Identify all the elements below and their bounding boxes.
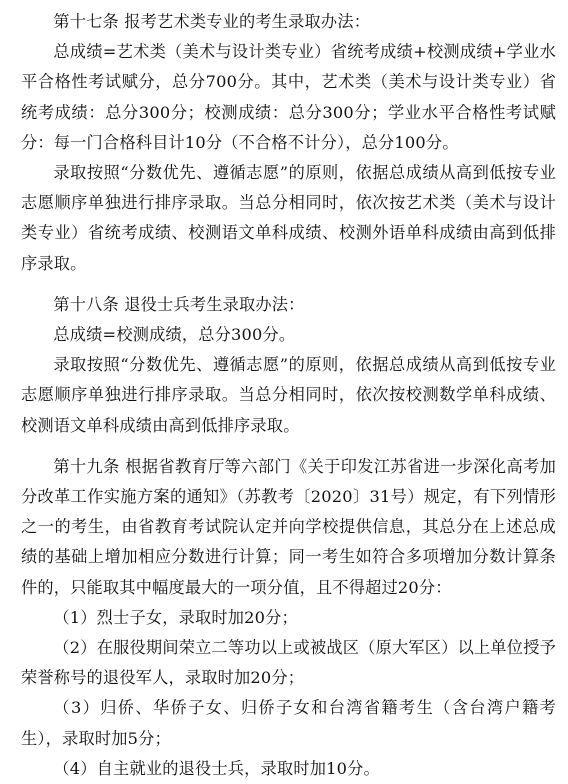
article-18-rule: 录取按照“分数优先、遵循志愿”的原则，依据总成绩从高到低按专业志愿顺序单独进行排序录取。当总分相同时，依次按校测数学单科成绩、校测语文单科成绩由高到低排序录取。	[21, 355, 556, 435]
article-17-rule: 录取按照“分数优先、遵循志愿”的原则，依据总成绩从高到低按专业志愿顺序单独进行排序录取。当总分相同时，依次按艺术类（美术与设计类专业）省统考成绩、校测语文单科成绩、校测外语单科成绩由高到低排序录取。	[21, 163, 556, 273]
article-18-title: 第十八条 退役士兵考生录取办法：	[53, 294, 305, 314]
article-19-item: （1）烈士子女，录取时加20分；	[53, 607, 298, 627]
article-19-item: （3）归侨、华侨子女、归侨子女和台湾省籍考生（含台湾户籍考生），录取时加5分；	[21, 698, 556, 748]
article-19-intro: 第十九条 根据省教育厅等六部门《关于印发江苏省进一步深化高考加分改革工作实施方案的通知》（苏教考〔2020〕31号）规定，有下列情形之一的考生，由省教育考试院认定并向学校提供信息，其总分在上述总成绩的基础上增加相应分数进行计算；同一考生如符合多项增加分数计算条件的，只能取其中幅度最大的一项分值，且不得超过20分：	[21, 456, 556, 597]
article-18	[21, 290, 556, 441]
section-gap	[21, 441, 556, 452]
article-18-formula: 总成绩=校测成绩，总分300分。	[53, 325, 296, 345]
article-17	[21, 7, 556, 279]
section-gap	[21, 279, 556, 290]
article-19	[21, 452, 556, 784]
article-19-item: （4）自主就业的退役士兵，录取时加10分。	[53, 758, 380, 778]
article-19-item: （2）在服役期间荣立二等功以上或被战区（原大军区）以上单位授予荣誉称号的退役军人，录取时加20分；	[21, 638, 556, 688]
article-17-formula: 总成绩=艺术类（美术与设计类专业）省统考成绩+校测成绩+学业水平合格性考试赋分，总分700分。其中，艺术类（美术与设计类专业）省统考成绩：总分300分；校测成绩：总分300分；学业水平合格性考试赋分：每一门合格科目计10分（不合格不计分），总分100分。	[21, 42, 556, 152]
article-17-title: 第十七条 报考艺术类专业的考生录取办法：	[53, 12, 371, 31]
